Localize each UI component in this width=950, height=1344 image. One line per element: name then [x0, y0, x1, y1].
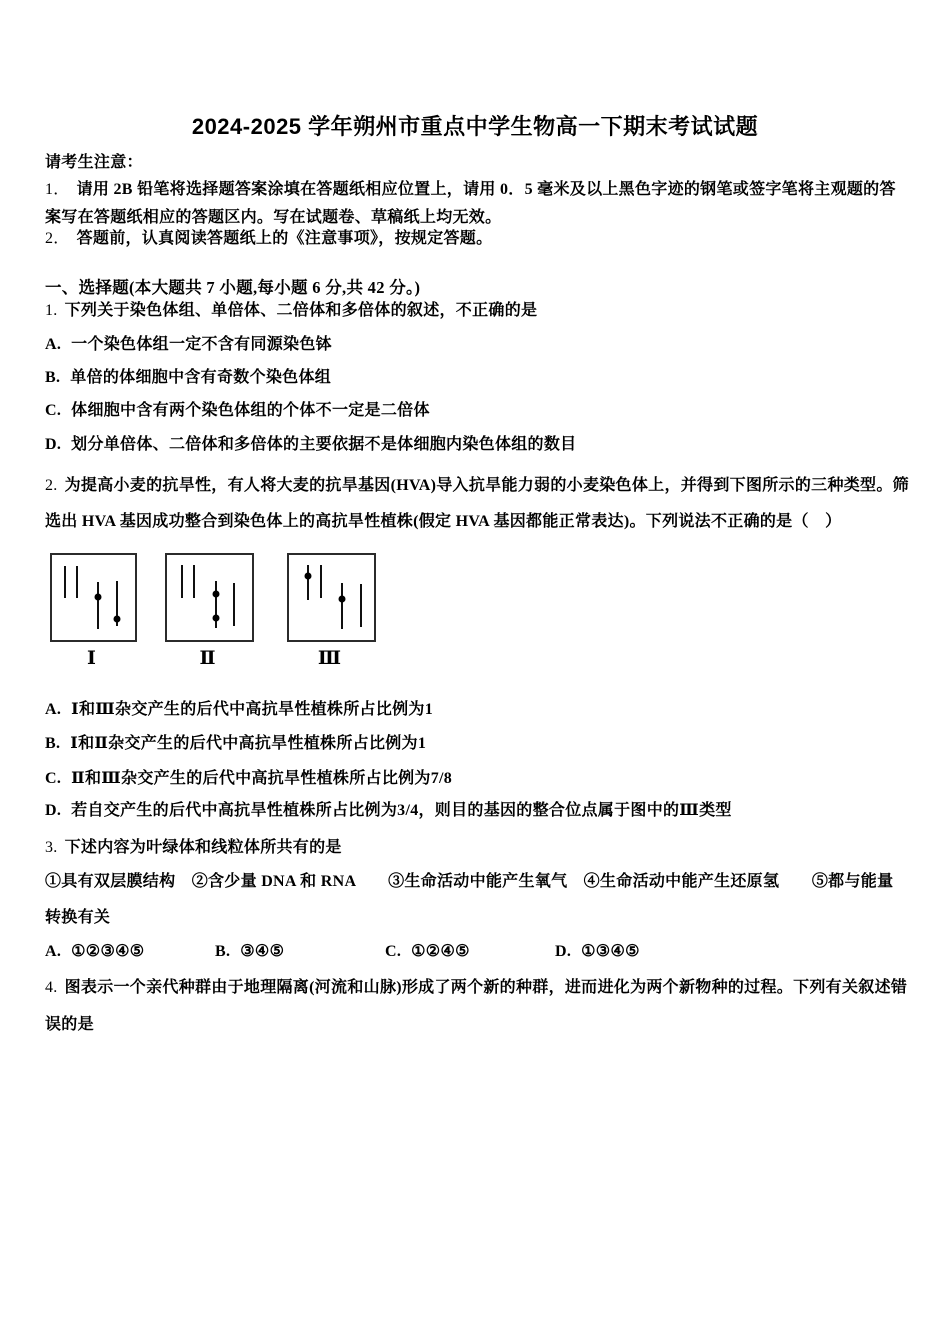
question-number: 3.: [45, 839, 58, 856]
chromosome-line: [341, 583, 343, 629]
q1-stem: [45, 300, 537, 322]
panel-label: Ⅲ: [317, 648, 342, 669]
hva-gene-dot: [213, 614, 220, 621]
hva-gene-dot: [338, 596, 345, 603]
question-number: 1.: [45, 302, 58, 319]
option-label: A.: [45, 943, 62, 960]
chromosome-line: [215, 581, 217, 628]
chromosome-line: [181, 565, 183, 598]
question-stem-text: 图表示一个亲代种群由于地理隔离(河流和山脉)形成了两个新的种群，进而进化为两个新物种的过程。下列有关叙述错误的是: [45, 979, 908, 1033]
option-text: 若自交产生的后代中高抗旱性植株所占比例为3/4，则目的基因的整合位点属于图中的Ⅲ类型: [71, 802, 732, 819]
option-label: A.: [45, 336, 62, 353]
hva-gene-dot: [94, 593, 101, 600]
chromosome-panel: [165, 553, 250, 670]
chromosome-panel: [287, 553, 372, 670]
notice-heading: 请考生注意：: [45, 154, 143, 171]
notice-item-number: 2．: [45, 230, 70, 247]
option-label: A.: [45, 701, 62, 718]
chromosome-panel: [50, 553, 133, 670]
option-text: ③④⑤: [240, 943, 285, 960]
option-text: 体细胞中含有两个染色体组的个体不一定是二倍体: [71, 402, 430, 419]
q1-option-b: [45, 367, 331, 389]
option-label: C.: [45, 770, 62, 787]
option-text: Ⅰ和Ⅲ杂交产生的后代中高抗旱性植株所占比例为1: [71, 701, 434, 718]
q3-option-d: [555, 941, 640, 963]
question-stem-text: 为提高小麦的抗旱性，有人将大麦的抗旱基因(HVA)导入抗旱能力弱的小麦染色体上，并得到下图所示的三种类型。筛选出 HVA 基因成功整合到染色体上的高抗旱性植株(假定 HVA 基因都能正常表达)。下列说法不正确的是（ ）: [45, 477, 909, 530]
chromosome-line: [97, 582, 99, 629]
option-label: B.: [45, 735, 61, 752]
section-heading: 一、选择题(本大题共 7 小题,每小题 6 分,共 42 分。): [45, 278, 421, 297]
q2-option-b: [45, 733, 426, 755]
option-text: ①②③④⑤: [71, 943, 145, 960]
q3-option-b: [215, 941, 284, 963]
question-stem-text: 下列关于染色体组、单倍体、二倍体和多倍体的叙述，不正确的是: [64, 302, 538, 319]
notice-item-1: [45, 176, 907, 231]
q2-option-c: [45, 768, 452, 790]
q3-option-c: [385, 941, 470, 963]
q3-options-row: [45, 941, 765, 963]
question-stem-text: 下述内容为叶绿体和线粒体所共有的是: [64, 839, 342, 856]
panel-box: [287, 553, 376, 642]
notice-item-text: 答题前，认真阅读答题纸上的《注意事项》，按规定答题。: [76, 230, 493, 247]
q2-option-a: [45, 699, 433, 721]
q1-option-d: [45, 434, 576, 456]
option-text: Ⅰ和Ⅱ杂交产生的后代中高抗旱性植株所占比例为1: [70, 735, 427, 752]
notice-item-2: [45, 228, 492, 250]
q3-option-a: [45, 941, 144, 963]
hva-gene-dot: [213, 591, 220, 598]
option-label: D.: [45, 436, 62, 453]
hva-gene-dot: [113, 615, 120, 622]
q1-option-c: [45, 400, 430, 422]
q1-option-a: [45, 334, 332, 356]
chromosome-line: [360, 584, 362, 627]
panel-label: Ⅱ: [199, 648, 216, 669]
option-text: Ⅱ和Ⅲ杂交产生的后代中高抗旱性植株所占比例为7/8: [71, 770, 453, 787]
panel-box: [165, 553, 254, 642]
option-label: B.: [45, 369, 61, 386]
hva-gene-dot: [304, 573, 311, 580]
chromosome-line: [116, 581, 118, 626]
chromosome-line: [320, 565, 322, 598]
chromosome-line: [64, 566, 66, 598]
option-label: C.: [45, 402, 62, 419]
option-label: C.: [385, 943, 402, 960]
chromosome-line: [233, 583, 235, 626]
exam-title: 2024-2025 学年朔州市重点中学生物高一下期末考试试题: [191, 114, 759, 139]
notice-item-text: 请用 2B 铅笔将选择题答案涂填在答题纸相应位置上，请用 0．5 毫米及以上黑色字迹的钢笔或签字笔将主观题的答案写在答题纸相应的答题区内。写在试题卷、草稿纸上均无效。: [45, 181, 896, 226]
notice-item-number: 1．: [45, 181, 70, 198]
chromosome-line: [307, 565, 309, 600]
chromosome-line: [76, 566, 78, 598]
question-number: 2.: [45, 477, 58, 494]
option-text: ①③④⑤: [581, 943, 640, 960]
panel-box: [50, 553, 137, 642]
option-label: B.: [215, 943, 231, 960]
q3-stem: [45, 837, 342, 859]
q2-stem: [45, 468, 909, 539]
option-text: ①②④⑤: [411, 943, 470, 960]
q4-stem: [45, 970, 911, 1043]
option-text: 一个染色体组一定不含有同源染色钵: [71, 336, 332, 353]
option-label: D.: [555, 943, 572, 960]
option-text: 划分单倍体、二倍体和多倍体的主要依据不是体细胞内染色体组的数目: [71, 436, 577, 453]
q2-option-d: [45, 800, 732, 822]
q3-numbered-items: ①具有双层膜结构 ②含少量 DNA 和 RNA ③生命活动中能产生氧气 ④生命活动中能产生还原氢 ⑤都与能量转换有关: [45, 873, 894, 926]
option-text: 单倍的体细胞中含有奇数个染色体组: [70, 369, 332, 386]
question-number: 4.: [45, 979, 58, 996]
chromosome-line: [193, 565, 195, 598]
chromosome-figure: [0, 553, 950, 668]
option-label: D.: [45, 802, 62, 819]
panel-label: Ⅰ: [87, 648, 96, 669]
